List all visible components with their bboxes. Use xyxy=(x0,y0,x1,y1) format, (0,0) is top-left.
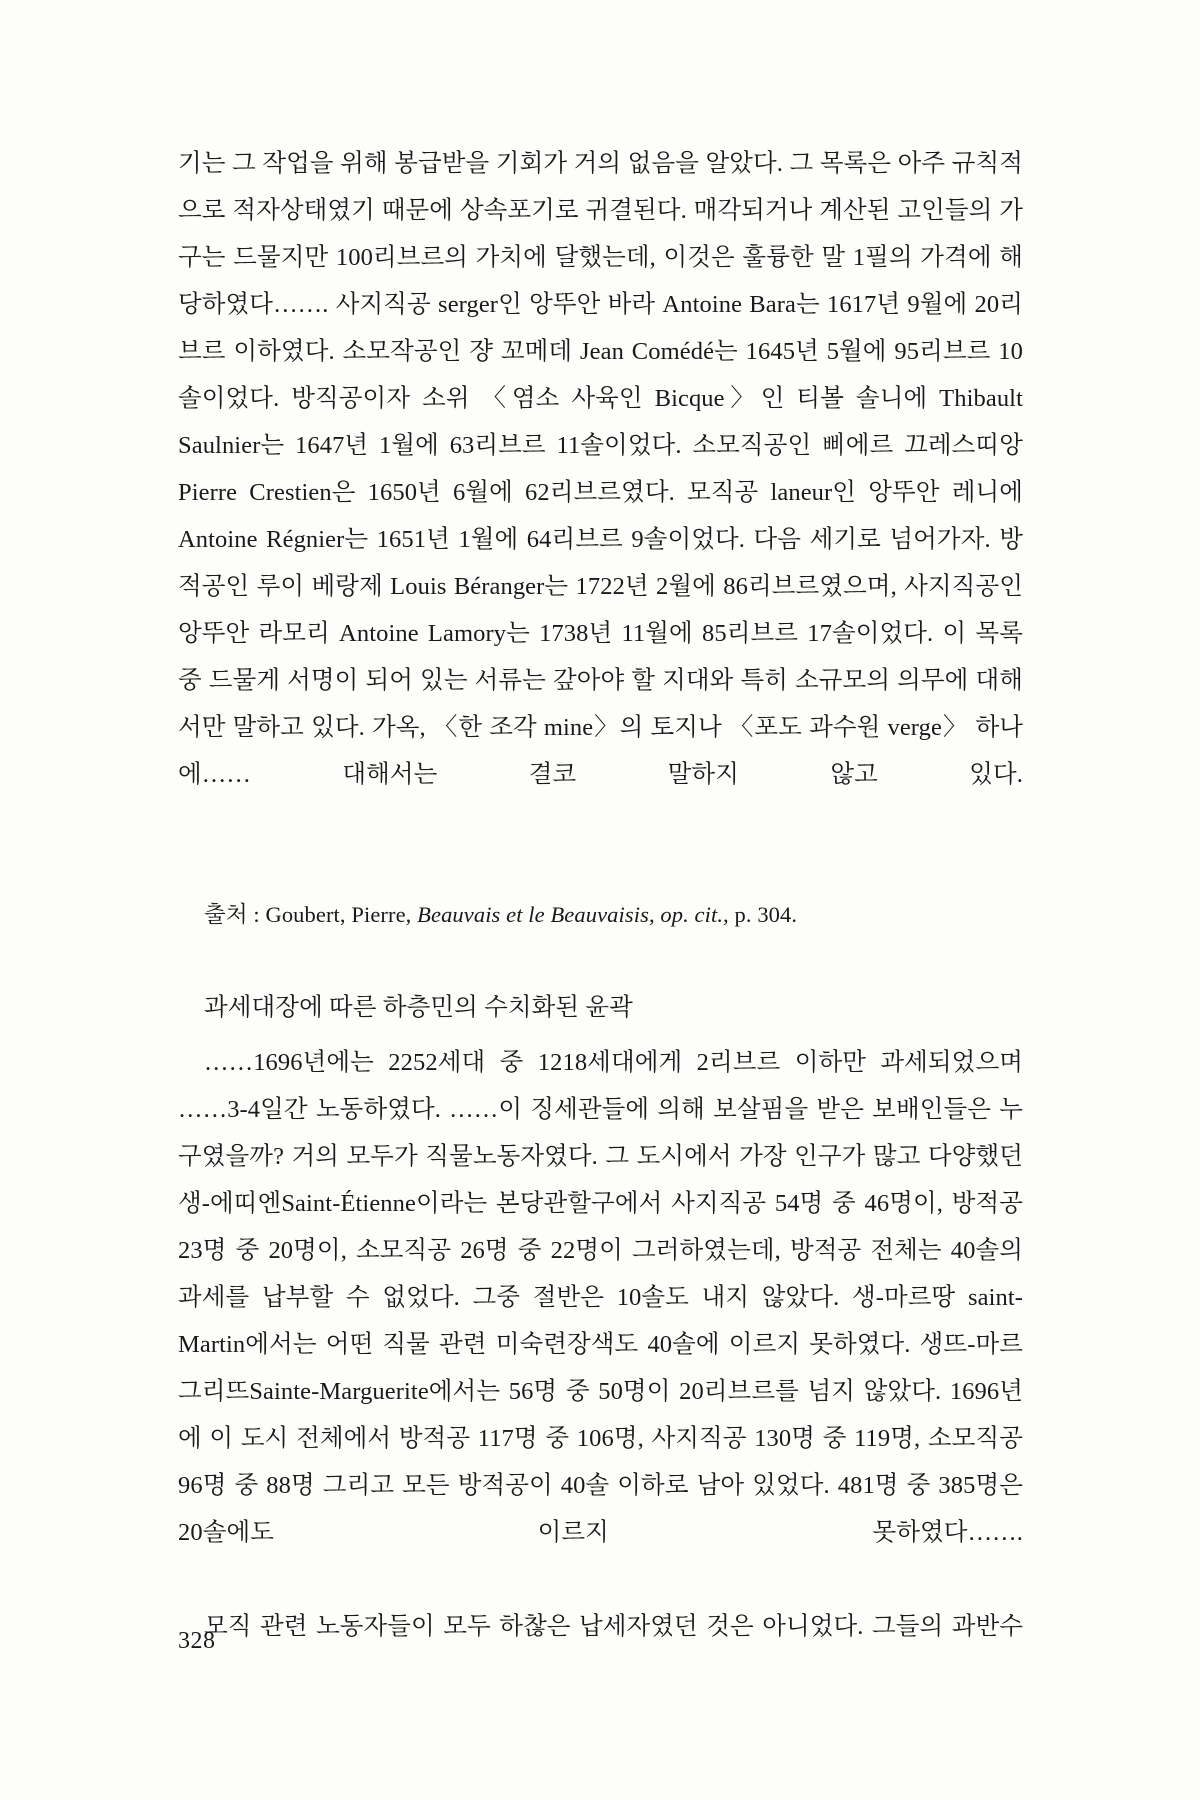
paragraph-3: 모직 관련 노동자들이 모두 하찮은 납세자였던 것은 아니었다. 그들의 과반수 xyxy=(204,1613,1023,1640)
page-number: 328 xyxy=(178,1628,216,1654)
source-label: 출처 : xyxy=(204,902,266,927)
page-content xyxy=(178,140,1023,1697)
source-title: Beauvais et le Beauvaisis, op. cit., xyxy=(417,902,729,927)
section-heading: 과세대장에 따른 하층민의 수치화된 윤곽 xyxy=(204,994,633,1021)
paragraph-1: 기는 그 작업을 위해 봉급받을 기회가 거의 없음을 알았다. 그 목록은 아주 규칙적으로 적자상태였기 때문에 상속포기로 귀결된다. 매각되거나 계산된 고인들의 가구는 드물지만 100리브르의 가치에 달했는데, 이것은 훌륭한 말 1필의 가격에 해당하였다……. 사지직공 serger인 앙뚜안 바라 Antoine Bara는 1617년 9월에 20리브르 이하였다. 소모작공인 쟝 꼬메데 Jean Comédé는 1645년 5월에 95리브르 10솔이었다. 방직공이자 소위 〈염소 사육인 Bicque〉인 티볼 솔니에 Thibault Saulnier는 1647년 1월에 63리브르 11솔이었다. 소모직공인 삐에르 끄레스띠앙 Pierre Crestien은 1650년 6월에 62리브르였다. 모직공 laneur인 앙뚜안 레니에 Antoine Régnier는 1651년 1월에 64리브르 9솔이었다. 다음 세기로 넘어가자. 방적공인 루이 베랑제 Louis Béranger는 1722년 2월에 86리브르였으며, 사지직공인 앙뚜안 라모리 Antoine Lamory는 1738년 11월에 85리브르 17솔이었다. 이 목록 중 드물게 서명이 되어 있는 서류는 갚아야 할 지대와 특히 소규모의 의무에 대해서만 말하고 있다. 가옥, 〈한 조각 mine〉의 토지나 〈포도 과수원 verge〉 하나에…… 대해서는 결코 말하지 않고 있다. xyxy=(178,150,1023,788)
source-author: Goubert, Pierre, xyxy=(265,902,418,927)
source-page-ref: p. 304. xyxy=(728,902,798,927)
source-citation xyxy=(178,895,1023,935)
paragraph-2: ……1696년에는 2252세대 중 1218세대에게 2리브르 이하만 과세되었으며 ……3-4일간 노동하였다. ……이 징세관들에 의해 보살핌을 받은 보배인들은 누구였을까? 거의 모두가 직물노동자였다. 그 도시에서 가장 인구가 많고 다양했던 생-에띠엔Saint-Étienne이라는 본당관할구에서 사지직공 54명 중 46명이, 방적공 23명 중 20명이, 소모직공 26명 중 22명이 그러하였는데, 방적공 전체는 40솔의 과세를 납부할 수 없었다. 그중 절반은 10솔도 내지 않았다. 생-마르땅 saint-Martin에서는 어떤 직물 관련 미숙련장색도 40솔에 이르지 못하였다. 생뜨-마르그리뜨Sainte-Marguerite에서는 56명 중 50명이 20리브르를 넘지 않았다. 1696년에 이 도시 전체에서 방적공 117명 중 106명, 사지직공 130명 중 119명, 소모직공 96명 중 88명 그리고 모든 방적공이 40솔 이하로 남아 있었다. 481명 중 385명은 20솔에도 이르지 못하였다……. xyxy=(178,1049,1023,1546)
